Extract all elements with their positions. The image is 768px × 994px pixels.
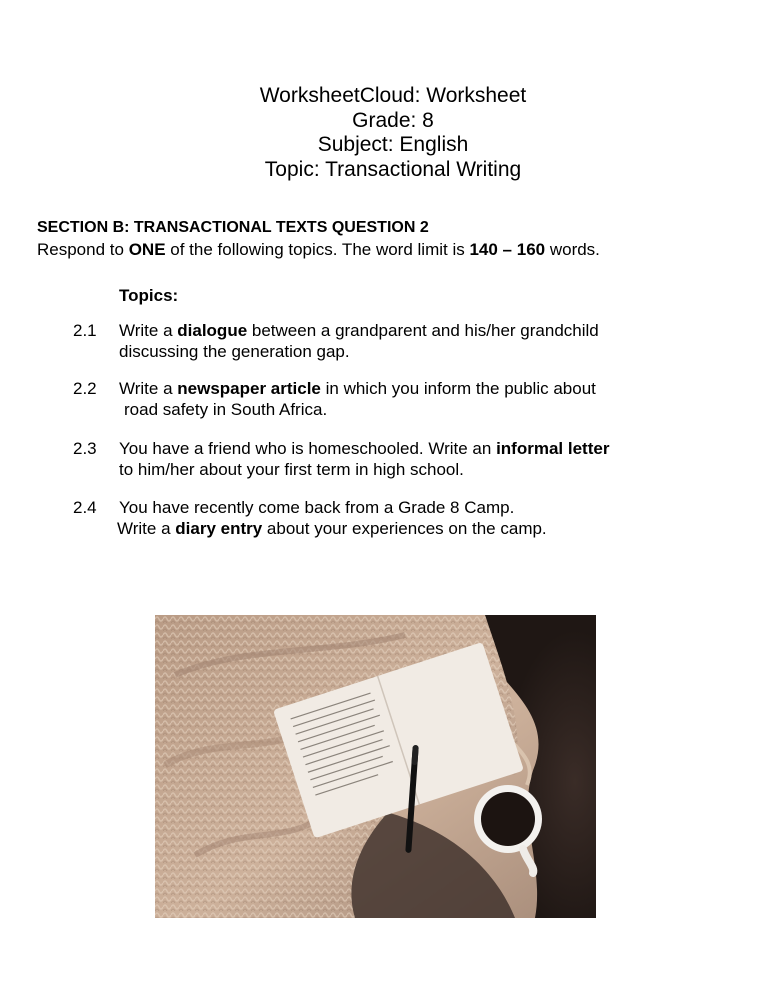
header-grade: Grade: 8 [352, 108, 434, 132]
notebook-coffee-photo [155, 615, 596, 918]
topic-line [119, 378, 596, 399]
instr-text-c: of the following topics. The word limit is [165, 240, 470, 259]
topic-keyword: informal letter [496, 439, 610, 458]
header-title: WorksheetCloud: Worksheet [259, 84, 527, 107]
section-instructions [37, 240, 600, 260]
topic-text: about your experiences on the camp. [262, 519, 547, 538]
instr-one: ONE [128, 240, 166, 259]
topic-text: Write a [119, 379, 178, 398]
topic-keyword: newspaper article [177, 379, 321, 398]
topic-keyword: dialogue [177, 321, 248, 340]
topic-text: between a grandparent and his/her grandchild [247, 321, 599, 340]
topic-line-2: to him/her about your first term in high school. [119, 460, 464, 479]
topic-text: in which you inform the public about [320, 379, 596, 398]
topics-label: Topics: [119, 286, 179, 305]
section-title: SECTION B: TRANSACTIONAL TEXTS QUESTION 2 [37, 219, 429, 236]
instr-word-limit: 140 – 160 [469, 240, 546, 259]
instr-text-e: words. [545, 240, 600, 259]
instr-text-a: Respond to [37, 240, 129, 259]
topic-text: Write a [117, 519, 176, 538]
topic-keyword: diary entry [175, 519, 263, 538]
topic-number: 2.4 [73, 498, 97, 517]
topic-line-2: road safety in South Africa. [124, 400, 328, 419]
header-topic: Topic: Transactional Writing [264, 157, 522, 181]
topic-line [119, 438, 609, 459]
topic-text: You have a friend who is homeschooled. Write an [119, 439, 497, 458]
topic-line-2: discussing the generation gap. [119, 342, 350, 361]
topic-line: You have recently come back from a Grade 8 Camp. [119, 498, 515, 517]
topic-text: Write a [119, 321, 178, 340]
header-subject: Subject: English [317, 133, 469, 156]
topic-number: 2.3 [73, 439, 97, 458]
topic-line-2 [117, 518, 547, 539]
topic-number: 2.2 [73, 379, 97, 398]
worksheet-header [0, 84, 768, 182]
topic-line [119, 320, 599, 341]
topic-number: 2.1 [73, 321, 97, 340]
